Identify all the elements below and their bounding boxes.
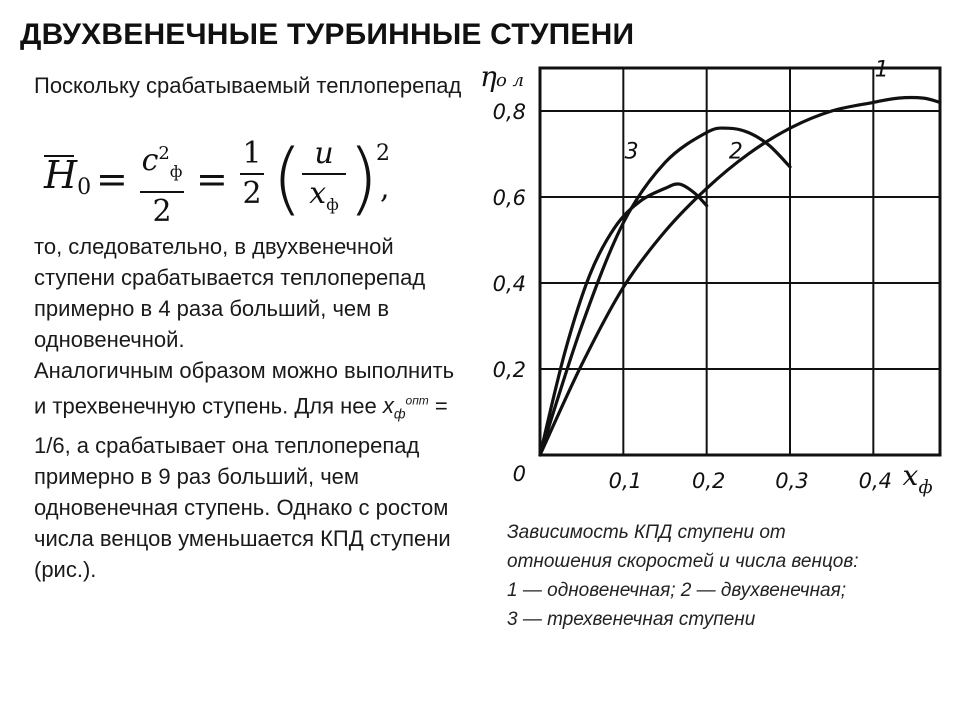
- formula-lhs: $H_0$: [44, 153, 92, 200]
- series-label-3: 3: [624, 139, 639, 165]
- intro-text: Поскольку срабатываемый теплоперепад: [34, 73, 462, 98]
- origin-label: 0: [512, 462, 526, 486]
- formula-equals-1: =: [96, 157, 128, 201]
- figure-caption: [507, 518, 957, 634]
- slide-title: ДВУХВЕНЕЧНЫЕ ТУРБИННЫЕ СТУПЕНИ: [20, 18, 635, 51]
- caption-line-1: Зависимость КПД ступени от: [507, 522, 786, 543]
- plot-frame: [540, 68, 940, 455]
- formula: $H_0$ = $c^2_ф$ 2 = 1 2 ( u $x_ф$ ) 2 ,: [44, 134, 390, 229]
- x-tick-label: 0,3: [775, 469, 809, 493]
- x-opt-symbol: $x_ф^{опт}$: [382, 393, 429, 422]
- formula-frac-u-x: u $x_ф$: [302, 137, 346, 222]
- series-line-2: [540, 128, 790, 455]
- y-tick-label: 0,8: [492, 100, 526, 124]
- formula-frac-half: 1 2: [240, 137, 264, 211]
- caption-line-4: 3 — трехвенечная ступени: [507, 609, 756, 630]
- formula-power: 2: [376, 141, 390, 166]
- y-axis-label-sub: о л: [496, 70, 525, 91]
- formula-equals-2: =: [196, 157, 228, 201]
- body-paragraph-2: Аналогичным образом можно выполнить и трехвенечную ступень. Для нее $x_ф^{опт} = 1/6$, а срабатывает она теплоперепад примерно в 9 раз больший, чем одновенечная ступень. Однако с ростом числа венцов уменьшается КПД ступени (рис.).: [34, 358, 455, 582]
- y-tick-label: 0,4: [492, 272, 526, 296]
- y-axis-label: η: [480, 60, 497, 93]
- x-axis-label-sub: ф: [918, 477, 933, 498]
- caption-line-2: отношения скоростей и числа венцов:: [507, 551, 859, 572]
- y-tick-label: 0,2: [492, 358, 526, 382]
- series-label-1: 1: [874, 57, 889, 83]
- series-label-2: 2: [728, 139, 743, 165]
- x-tick-label: 0,2: [691, 469, 726, 493]
- caption-line-3: 1 — одновенечная; 2 — двухвенечная;: [507, 580, 847, 601]
- y-tick-label: 0,6: [492, 186, 526, 210]
- body-paragraph-1: то, следовательно, в двухвенечной ступени срабатывается теплоперепад примерно в 4 раза больший, чем в одновенечной.: [34, 234, 426, 352]
- x-tick-label: 0,4: [858, 469, 893, 493]
- x-tick-label: 0,1: [608, 469, 643, 493]
- x-axis-label: x: [902, 459, 919, 492]
- formula-frac-c: $c^2_ф$ 2: [141, 143, 183, 229]
- body-text: [34, 231, 464, 585]
- efficiency-chart: [460, 50, 960, 500]
